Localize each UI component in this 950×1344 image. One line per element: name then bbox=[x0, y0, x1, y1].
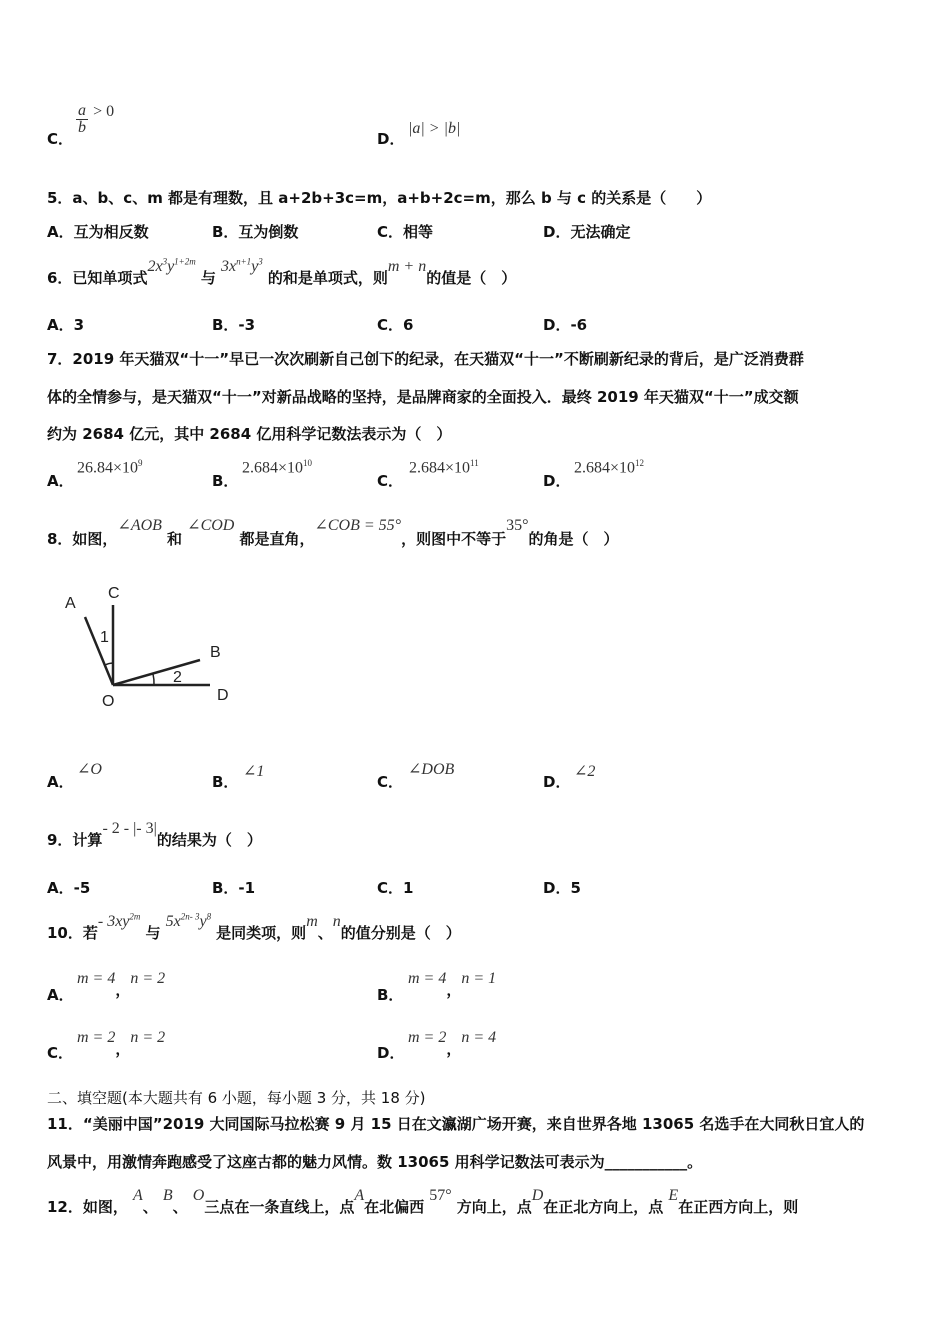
q5-stem: 5．a、b、c、m 都是有理数，且 a+2b+3c=m，a+b+2c=m，那么 b 与 c 的关系是（ ） bbox=[47, 189, 712, 207]
q6-expr: m + n bbox=[387, 258, 427, 275]
q4-option-d-expr: |a| > |b| bbox=[408, 120, 461, 137]
q7-option-a-label: A． bbox=[47, 472, 74, 490]
q5-option-b: B．互为倒数 bbox=[212, 223, 299, 241]
q5-option-a: A．互为相反数 bbox=[47, 223, 149, 241]
q6-middle: 的和是单项式，则 bbox=[267, 269, 388, 287]
q9-option-d: D．5 bbox=[543, 879, 581, 897]
q6-option-a: A．3 bbox=[47, 316, 85, 334]
q10-option-c: m = 2，n = 2 bbox=[77, 1029, 166, 1058]
q11-line1: 11．“美丽中国”2019 大同国际马拉松赛 9 月 15 日在文瀛湖广场开赛，来自世界各地 13065 名选手在大同秋日宜人的 bbox=[47, 1115, 865, 1133]
q6-join: 与 bbox=[200, 269, 216, 287]
q6-option-c: C．6 bbox=[377, 316, 414, 334]
q10-stem: 10．若- $3xy^{2m}$ 与 $5x^{2n- 3}y^8$ 是同类项，则m、n的值分别是（ ） bbox=[47, 911, 461, 942]
q10-option-c-label: C． bbox=[47, 1044, 74, 1062]
angle-figure bbox=[60, 575, 250, 715]
q7-line1: 7．2019 年天猫双“十一”早已一次次刷新自己创下的纪录，在天猫双“十一”不断刷新纪录的背后，是广泛消费群 bbox=[47, 350, 804, 368]
q6-suffix: 的值是（ ） bbox=[426, 269, 517, 287]
q7-option-c: $2.684\times 10^{11}$ bbox=[409, 458, 479, 477]
q10-option-b: m = 4，n = 1 bbox=[408, 970, 497, 999]
q5-option-c: C．相等 bbox=[377, 223, 434, 241]
label-c: C bbox=[108, 585, 120, 602]
q8-option-b-label: B． bbox=[212, 773, 239, 791]
ray-oa bbox=[85, 617, 113, 685]
q5-option-d: D．无法确定 bbox=[543, 223, 631, 241]
q8-option-d: ∠2 bbox=[574, 763, 596, 780]
q7-option-a: $26.84\times 10^9$ bbox=[77, 458, 143, 477]
q7-option-b-label: B． bbox=[212, 472, 239, 490]
q10-option-d: m = 2，n = 4 bbox=[408, 1029, 497, 1058]
q8-option-c: ∠DOB bbox=[408, 761, 455, 778]
label-angle-1: 1 bbox=[100, 629, 109, 646]
q8-option-b: ∠1 bbox=[243, 763, 265, 780]
label-o: O bbox=[102, 693, 115, 710]
q9-option-a: A．-5 bbox=[47, 879, 91, 897]
q12-stem: 12．如图， A、 B、 O三点在一条直线上，点A在北偏西 57° 方向上，点D在正北方向上，点 E在正西方向上，则 bbox=[47, 1187, 799, 1216]
q6-prefix: 6．已知单项式 bbox=[47, 269, 148, 287]
arc-2 bbox=[153, 674, 154, 685]
q6-stem bbox=[47, 256, 516, 288]
q9-stem: 9．计算- 2 - |- 3|的结果为（ ） bbox=[47, 820, 262, 849]
q4-option-c-expr bbox=[76, 103, 114, 136]
q6-option-b: B．-3 bbox=[212, 316, 256, 334]
q8-option-d-label: D． bbox=[543, 773, 571, 791]
q7-option-b: $2.684\times 10^{10}$ bbox=[242, 458, 313, 477]
q6-term1: $2x^3y^{1+2m}$ bbox=[147, 256, 196, 275]
q11-line2: 风景中，用激情奔跑感受了这座古都的魅力风情。数 13065 用科学记数法可表示为___________。 bbox=[47, 1153, 703, 1171]
q7-line3: 约为 2684 亿元，其中 2684 亿用科学记数法表示为（ ） bbox=[47, 425, 452, 443]
label-angle-2: 2 bbox=[173, 669, 182, 686]
q9-option-b: B．-1 bbox=[212, 879, 256, 897]
q4-option-c-label: C． bbox=[47, 130, 74, 148]
q6-term2: $3x^{n+1}y^3$ bbox=[220, 256, 263, 275]
q10-option-a-label: A． bbox=[47, 986, 74, 1004]
ray-ob bbox=[113, 660, 200, 685]
q8-stem: 8．如图，∠AOB 和 ∠COD 都是直角，∠COB = 55°，则图中不等于35°的角是（ ） bbox=[47, 517, 619, 548]
label-b: B bbox=[210, 644, 221, 661]
q6-option-d: D．-6 bbox=[543, 316, 588, 334]
q8-option-a-label: A． bbox=[47, 773, 74, 791]
q7-option-c-label: C． bbox=[377, 472, 404, 490]
q8-option-a: ∠O bbox=[77, 761, 102, 778]
q4-frac-den: b bbox=[78, 119, 86, 136]
q4-frac-rest: > 0 bbox=[93, 103, 115, 120]
q7-line2: 体的全情参与，是天猫双“十一”对新品战略的坚持，是品牌商家的全面投入．最终 2019 年天猫双“十一”成交额 bbox=[47, 388, 799, 406]
q10-option-d-label: D． bbox=[377, 1044, 405, 1062]
label-d: D bbox=[217, 687, 229, 704]
q4-option-d-label: D． bbox=[377, 130, 405, 148]
q10-option-a: m = 4，n = 2 bbox=[77, 970, 166, 999]
q8-option-c-label: C． bbox=[377, 773, 404, 791]
section2-title: 二、填空题(本大题共有 6 小题，每小题 3 分，共 18 分) bbox=[47, 1089, 426, 1107]
q9-option-c: C．1 bbox=[377, 879, 414, 897]
q7-option-d: $2.684\times 10^{12}$ bbox=[574, 458, 645, 477]
q10-option-b-label: B． bbox=[377, 986, 404, 1004]
q4-frac-num: a bbox=[78, 102, 86, 119]
label-a: A bbox=[65, 595, 76, 612]
q7-option-d-label: D． bbox=[543, 472, 571, 490]
